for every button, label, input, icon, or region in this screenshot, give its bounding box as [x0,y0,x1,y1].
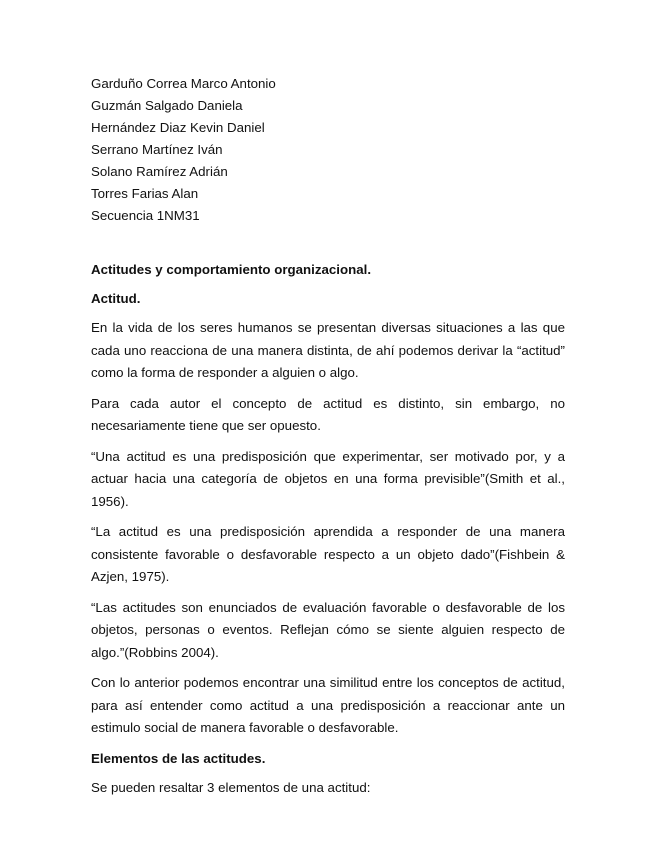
document-title: Actitudes y comportamiento organizacional. [91,262,372,277]
paragraph: En la vida de los seres humanos se presentan diversas situaciones a las que cada uno reacciona de una manera distinta, de ahí podemos derivar la “actitud” como la forma de responder a alguien o algo. [91,320,565,380]
quote-paragraph: “La actitud es una predisposición aprendida a responder de una manera consistente favorable o desfavorable respecto a un objeto dado”(Fishbein & Azjen, 1975). [91,524,565,584]
author-list [91,73,571,227]
quote-paragraph: “Las actitudes son enunciados de evaluación favorable o desfavorable de los objetos, personas o eventos. Reflejan cómo se siente alguien respecto de algo.”(Robbins 2004). [91,599,565,660]
sequence-label: Secuencia 1NM31 [91,208,200,223]
paragraph: Para cada autor el concepto de actitud es distinto, sin embargo, no necesariamente tiene que ser opuesto. [91,395,565,433]
author-name: Serrano Martínez Iván [91,142,223,157]
section-heading-elementos: Elementos de las actitudes. [91,750,266,766]
author-name: Torres Farias Alan [91,186,199,201]
author-name: Solano Ramírez Adrián [91,164,228,179]
author-name: Hernández Diaz Kevin Daniel [91,120,265,135]
author-name: Garduño Correa Marco Antonio [91,76,276,91]
section-heading-actitud: Actitud. [91,291,141,306]
quote-paragraph: “Una actitud es una predisposición que experimentar, ser motivado por, y a actuar hacia una categoría de objetos en una forma previsible”(Smith et al., 1956). [91,448,565,509]
author-name: Guzmán Salgado Daniela [91,98,243,113]
paragraph: Con lo anterior podemos encontrar una similitud entre los conceptos de actitud, para así entender como actitud a una predisposición a reaccionar ante un estimulo social de manera favorable o desfavorable. [91,675,565,735]
paragraph: Se pueden resaltar 3 elementos de una actitud: [91,779,371,795]
document-body [91,259,565,807]
